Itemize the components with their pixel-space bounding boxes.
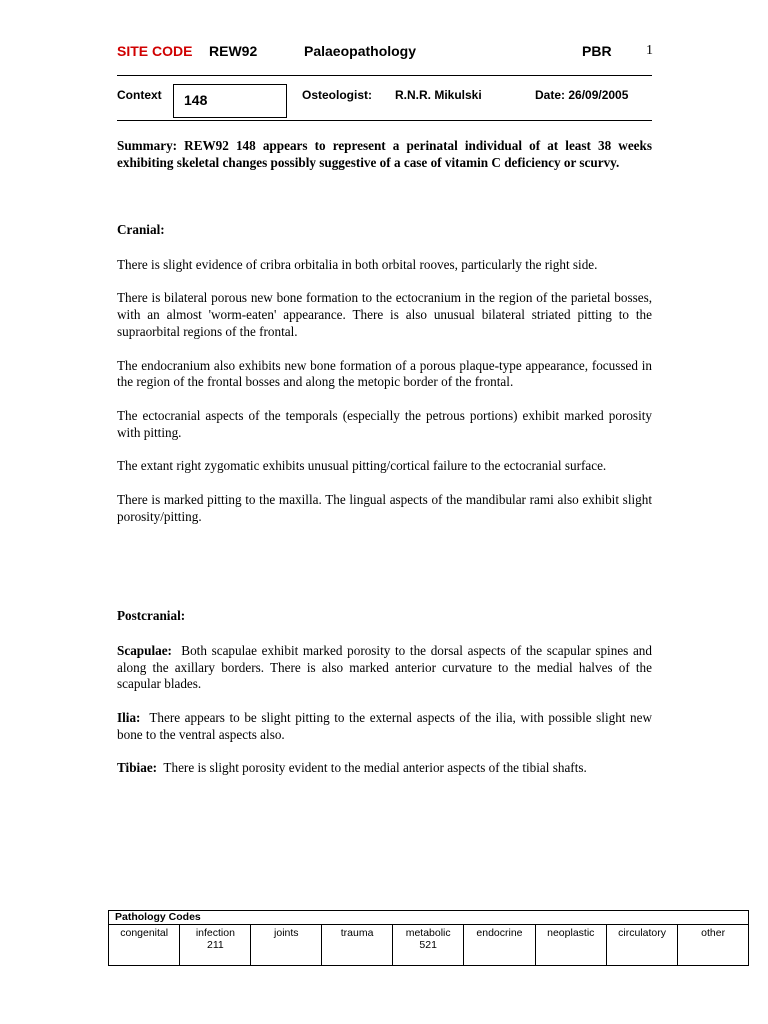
context-rule <box>117 120 652 121</box>
cranial-heading: Cranial: <box>117 222 165 237</box>
code-cell-metabolic <box>393 925 464 966</box>
item-label: Scapulae: <box>117 642 172 658</box>
item-text: Both scapulae exhibit marked porosity to the dorsal aspects of the scapular spines and along the axillary borders. There is also marked anterior curvature to the medial halves of the scapular blades. <box>117 642 652 692</box>
site-code-label: SITE CODE <box>117 43 193 59</box>
item-label: Tibiae: <box>117 760 158 776</box>
department-title: Palaeopathology <box>304 43 417 59</box>
cranial-paragraph: There is slight evidence of cribra orbitalia in both orbital rooves, particularly the right side. <box>117 256 598 272</box>
cranial-paragraph: The endocranium also exhibits new bone formation of a porous plaque-type appearance, focussed in the region of the frontal bosses and along the metopic border of the frontal. <box>117 357 652 390</box>
context-box <box>173 84 287 118</box>
code-cell-trauma <box>322 925 393 966</box>
code-value: 211 <box>207 939 224 951</box>
code-label: trauma <box>340 927 374 939</box>
cranial-section <box>117 222 652 542</box>
site-code-value: REW92 <box>209 43 258 59</box>
code-label: metabolic <box>405 927 451 939</box>
initials: PBR <box>582 43 612 59</box>
cranial-paragraph: There is marked pitting to the maxilla. The lingual aspects of the mandibular rami also exhibit slight porosity/pitting. <box>117 491 652 524</box>
cranial-paragraph: The ectocranial aspects of the temporals (especially the petrous portions) exhibit marked porosity with pitting. <box>117 407 652 440</box>
osteologist-label: Osteologist: <box>302 88 373 102</box>
cranial-paragraph: There is bilateral porous new bone formation to the ectocranium in the region of the parietal bosses, with an almost 'worm-eaten' appearance. There is also unusual bilateral striated pitting to the supraorbital regions of the frontal. <box>117 290 652 339</box>
code-cell-infection <box>180 925 251 966</box>
item-label: Ilia: <box>117 709 141 725</box>
code-cell-endocrine <box>464 925 535 966</box>
postcranial-section <box>117 608 652 794</box>
code-cell-circulatory <box>606 925 677 966</box>
report-date: Date: 26/09/2005 <box>535 88 629 102</box>
code-label: neoplastic <box>547 927 595 939</box>
code-label: joints <box>274 927 299 939</box>
page-number: 1 <box>646 43 653 58</box>
document-header <box>117 43 652 61</box>
summary-block <box>117 138 652 188</box>
code-cell-other <box>678 925 749 966</box>
context-value: 148 <box>184 92 208 108</box>
code-label: congenital <box>120 927 169 939</box>
postcranial-heading: Postcranial: <box>117 608 186 623</box>
context-label: Context <box>117 88 162 102</box>
postcranial-item-scapulae <box>117 643 652 693</box>
code-label: other <box>701 927 726 939</box>
postcranial-item-ilia <box>117 710 652 744</box>
code-cell-neoplastic <box>535 925 606 966</box>
code-cell-joints <box>251 925 322 966</box>
code-cell-congenital <box>109 925 180 966</box>
header-rule <box>117 75 652 76</box>
summary-text: Summary: REW92 148 appears to represent a perinatal individual of at least 38 weeks exhibiting skeletal changes possibly suggestive of a case of vitamin C deficiency or scurvy. <box>117 138 652 170</box>
item-text: There is slight porosity evident to the medial anterior aspects of the tibial shafts. <box>163 760 587 776</box>
pathology-codes-table <box>108 910 749 966</box>
postcranial-item-tibiae <box>117 760 652 777</box>
item-text: There appears to be slight pitting to the external aspects of the ilia, with possible slight new bone to the ventral aspects also. <box>117 709 652 742</box>
code-label: infection <box>195 927 235 939</box>
code-value: 521 <box>419 939 437 951</box>
pathology-codes-title: Pathology Codes <box>109 911 749 925</box>
code-label: endocrine <box>476 927 523 939</box>
cranial-paragraph: The extant right zygomatic exhibits unusual pitting/cortical failure to the ectocranial surface. <box>117 458 607 474</box>
code-label: circulatory <box>618 927 667 939</box>
osteologist-value: R.N.R. Mikulski <box>395 88 482 102</box>
